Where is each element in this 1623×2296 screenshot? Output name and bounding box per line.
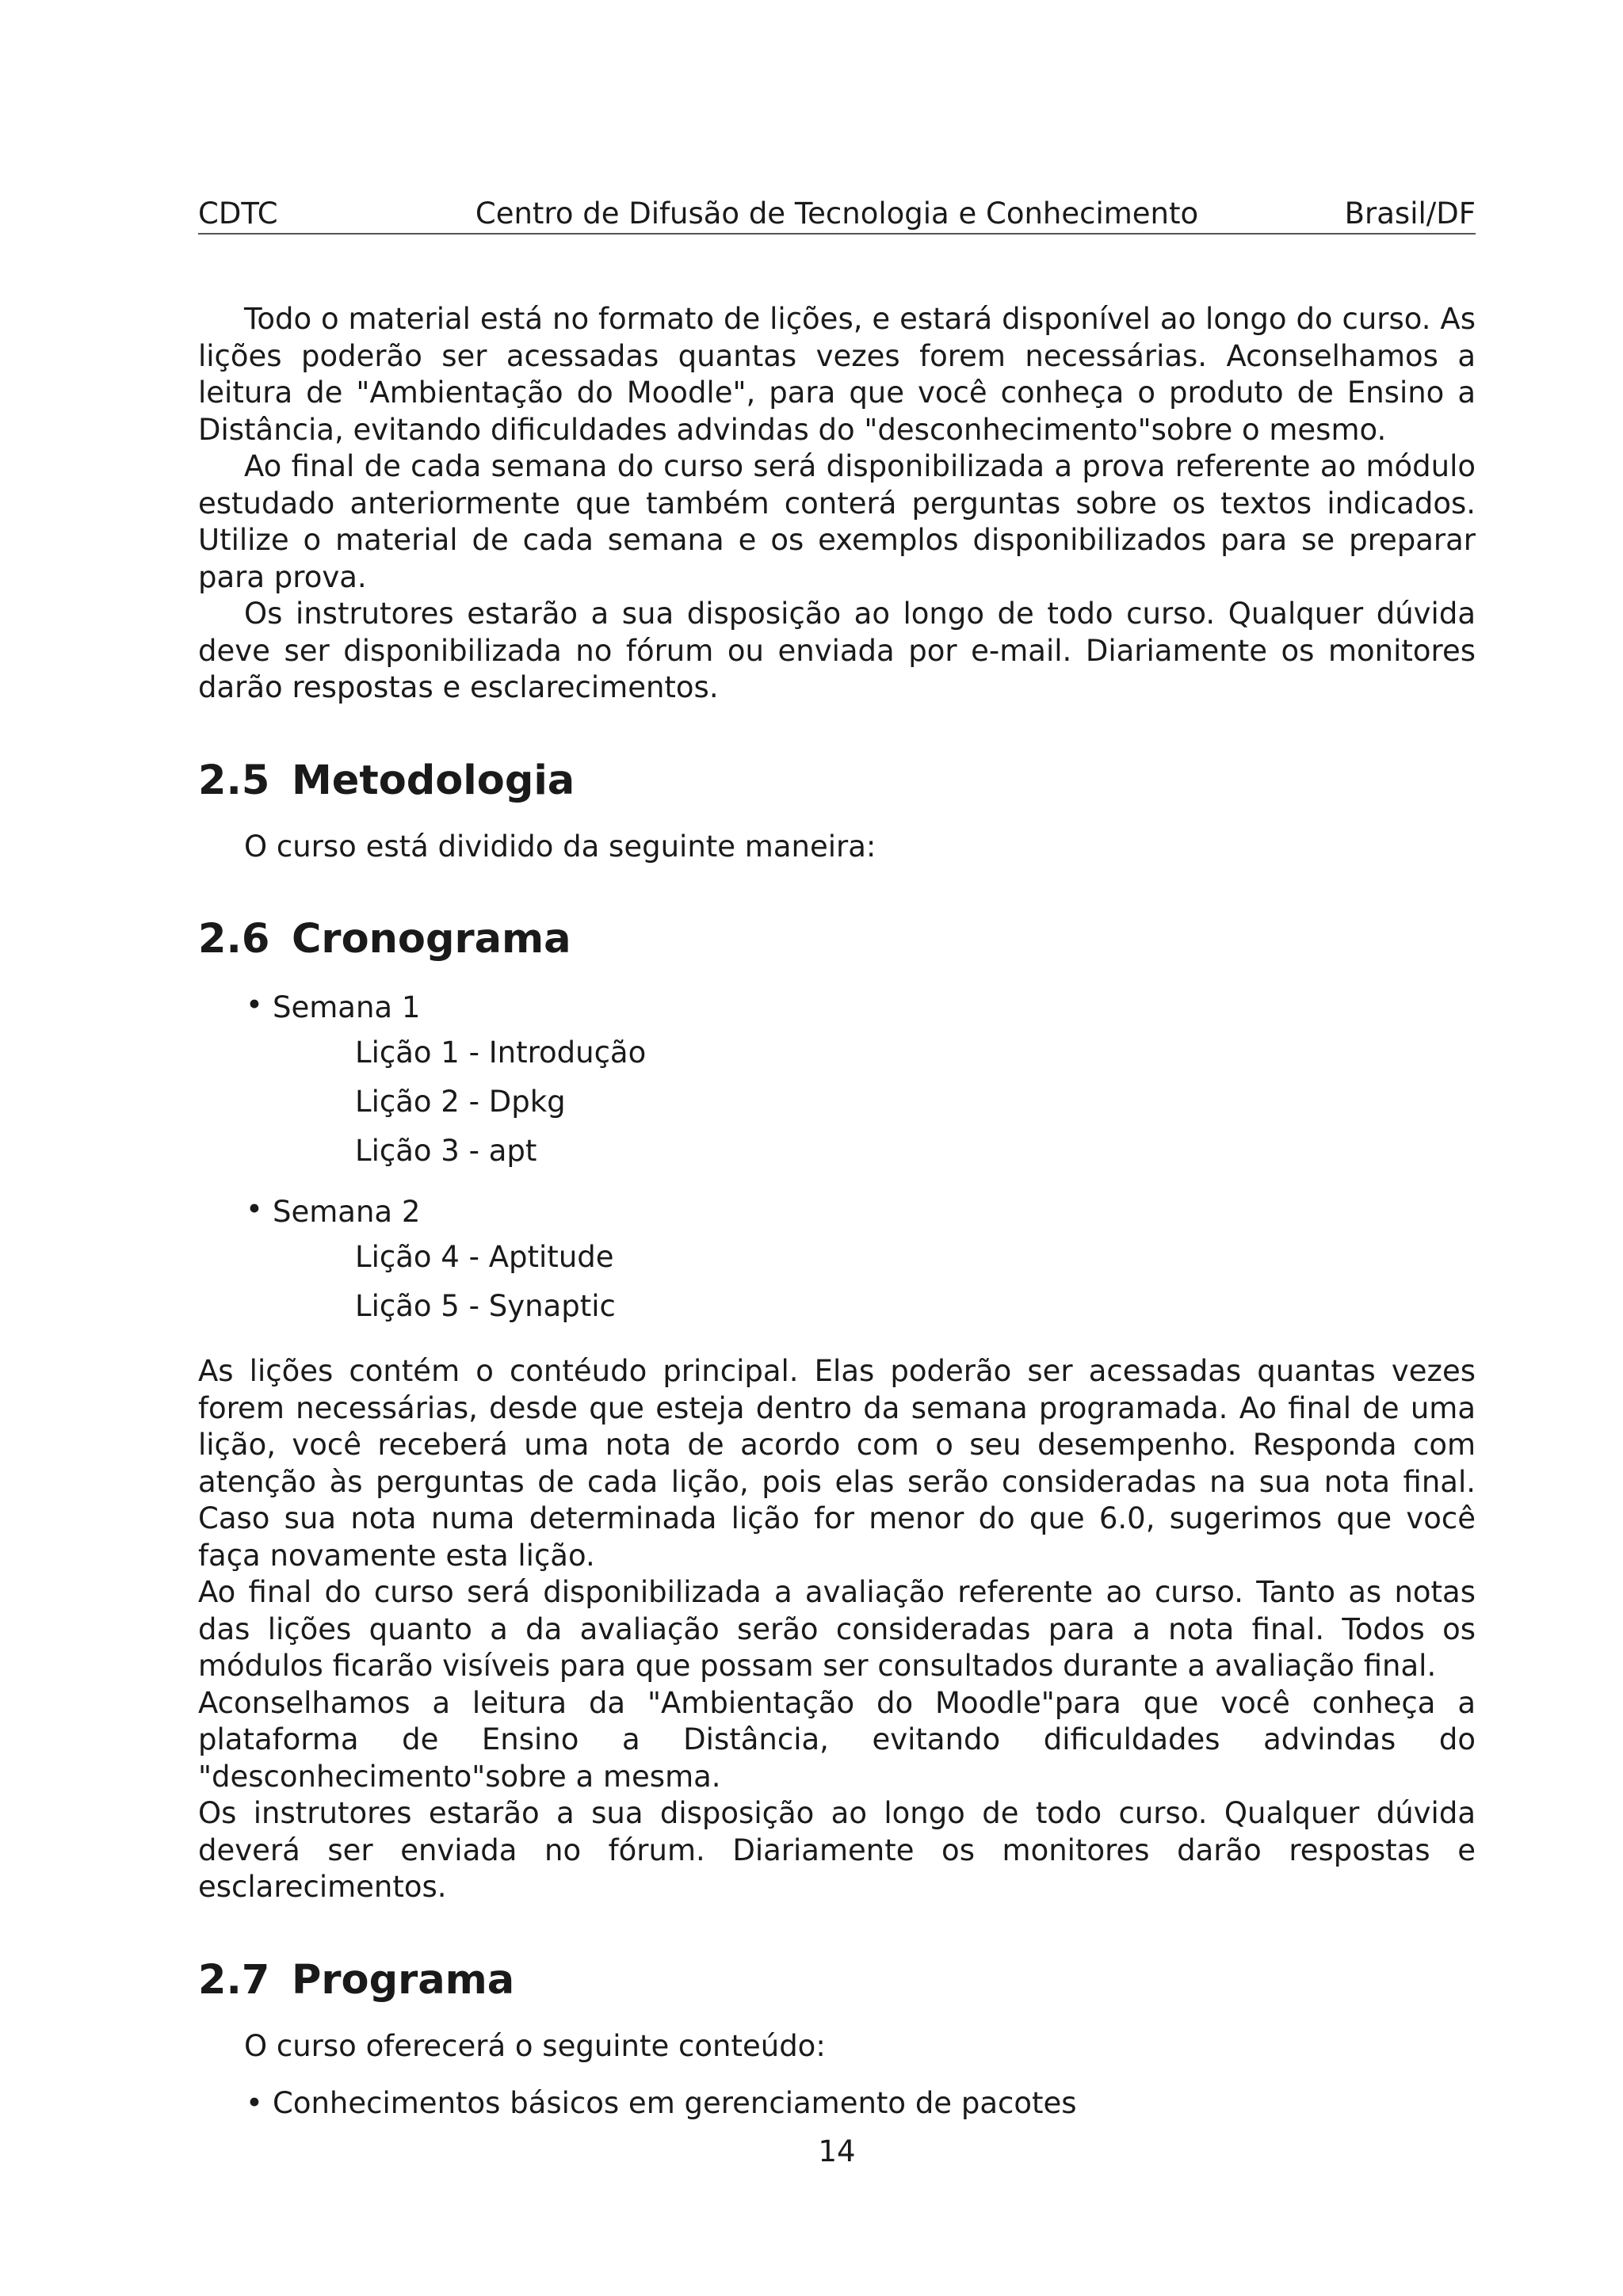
- week-label: Semana 2: [273, 1195, 421, 1229]
- bullet-icon: •: [246, 2086, 263, 2120]
- cronograma-paragraph-1: As lições contém o contéudo principal. Elas poderão ser acessadas quantas vezes forem necessárias, desde que esteja dentro da semana programada. Ao final de uma lição, você receberá uma nota de acordo com o seu desempenho. Responda com atenção às perguntas de cada lição, pois elas serão consideradas na sua nota final. Caso sua nota numa determinada lição for menor do que 6.0, sugerimos que você faça novamente esta lição.: [198, 1354, 1476, 1573]
- intro-paragraph-3: Os instrutores estarão a sua disposição ao longo de todo curso. Qualquer dúvida deve ser disponibilizada no fórum ou enviada por e-mail. Diariamente os monitores darão respostas e esclarecimentos.: [198, 597, 1476, 704]
- week-label: Semana 1: [273, 990, 421, 1024]
- intro-paragraph-2: Ao final de cada semana do curso será disponibilizada a prova referente ao módulo estudado anteriormente que também conterá perguntas sobre os textos indicados. Utilize o material de cada semana e os exemplos disponibilizados para se preparar para prova.: [198, 449, 1476, 594]
- cronograma-paragraph-2: Ao final do curso será disponibilizada a avaliação referente ao curso. Tanto as notas das lições quanto a da avaliação serão consideradas para a nota final. Todos os módulos ficarão visíveis para que possam ser consultados durante a avaliação final.: [198, 1575, 1476, 1683]
- program-item: Conhecimentos básicos em gerenciamento de pacotes: [273, 2086, 1077, 2120]
- section-title: Cronograma: [292, 916, 571, 963]
- section-heading-metodologia: [198, 757, 1476, 805]
- bullet-icon: •: [246, 1192, 263, 1226]
- cronograma-paragraph-4: Os instrutores estarão a sua disposição ao longo de todo curso. Qualquer dúvida deverá ser enviada no fórum. Diariamente os monitores darão respostas e esclarecimentos.: [198, 1796, 1476, 1904]
- section-number: 2.7: [198, 1956, 270, 2004]
- list-item: [198, 2085, 1476, 2122]
- running-header: [198, 195, 1476, 235]
- section-number: 2.5: [198, 757, 270, 804]
- program-list: [198, 2085, 1476, 2122]
- lesson-item: Lição 3 - apt: [355, 1134, 537, 1168]
- schedule-list: [198, 987, 1476, 1331]
- lesson-item: Lição 5 - Synaptic: [355, 1289, 616, 1323]
- bullet-icon: •: [246, 988, 263, 1022]
- cronograma-paragraph-3: Aconselhamos a leitura da "Ambientação do Moodle"para que você conheça a plataforma de Ensino a Distância, evitando dificuldades advindas do "desconhecimento"sobre a mesma.: [198, 1685, 1476, 1794]
- list-item: [198, 1192, 1476, 1331]
- header-right: Brasil/DF: [1344, 196, 1476, 231]
- lesson-item: Lição 1 - Introdução: [355, 1035, 647, 1070]
- section-heading-cronograma: [198, 916, 1476, 963]
- document-page: [198, 0, 1476, 2296]
- section-title: Metodologia: [292, 757, 575, 804]
- programa-lead: O curso oferecerá o seguinte conteúdo:: [244, 2028, 826, 2063]
- intro-paragraph-1: Todo o material está no formato de lições, e estará disponível ao longo do curso. As lições poderão ser acessadas quantas vezes forem necessárias. Aconselhamos a leitura de "Ambientação do Moodle", para que você conheça o produto de Ensino a Distância, evitando dificuldades advindas do "desconhecimento"sobre o mesmo.: [198, 302, 1476, 447]
- list-item: [198, 987, 1476, 1176]
- body-text: [198, 301, 1476, 2122]
- section-title: Programa: [292, 1956, 515, 2004]
- lesson-item: Lição 4 - Aptitude: [355, 1240, 614, 1274]
- section-number: 2.6: [198, 916, 270, 963]
- lesson-item: Lição 2 - Dpkg: [355, 1085, 566, 1119]
- page-number: 14: [818, 2134, 856, 2168]
- metodologia-lead: O curso está dividido da seguinte maneira:: [244, 829, 876, 864]
- header-center: Centro de Difusão de Tecnologia e Conhecimento: [475, 196, 1199, 231]
- header-left: CDTC: [198, 196, 278, 231]
- section-heading-programa: [198, 1957, 1476, 2004]
